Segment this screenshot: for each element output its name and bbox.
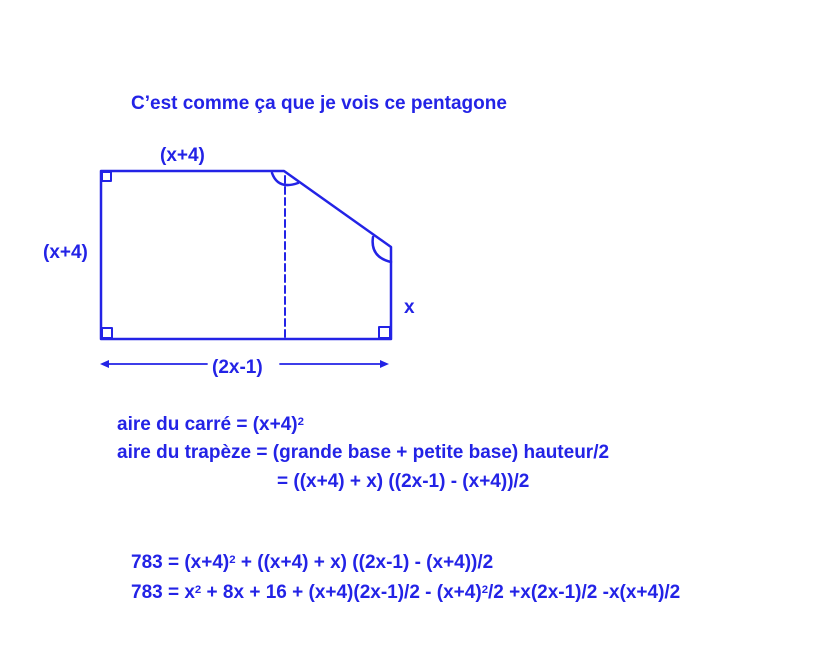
page-title: C’est comme ça que je vois ce pentagone [131, 93, 507, 114]
right-angle-marker-top-left [102, 172, 111, 181]
pentagon-outline [101, 171, 391, 339]
label-top-side: (x+4) [160, 145, 205, 166]
trapezoid-area-formula: aire du trapèze = (grande base + petite base) hauteur/2 [117, 442, 610, 463]
square-area-formula: aire du carré = $(x+4)^2$ [117, 414, 304, 435]
label-right-side: x [404, 297, 415, 318]
trapezoid-area-substitution: = ((x+4) + x) ((2x-1) - (x+4))/2 [277, 471, 530, 492]
label-bottom-side: (2x-1) [212, 357, 263, 378]
right-angle-marker-bottom-right [379, 327, 390, 338]
equation-line-1: $783 = (x+4)^2 + ((x+4) + x)$ ((2x-1) - (x+4))/2 [131, 552, 494, 573]
right-angle-marker-bottom-left [102, 328, 112, 338]
label-left-side: (x+4) [43, 242, 88, 263]
arrowhead-left [100, 360, 109, 368]
equation-line-2: $783 = x^2 + 8x + 16 + (x+4)(2x-1)/2 - (x+4)^2/2 +x(2x-1)/2$ -x(x+4)/2 [131, 582, 681, 603]
arrowhead-right [380, 360, 389, 368]
